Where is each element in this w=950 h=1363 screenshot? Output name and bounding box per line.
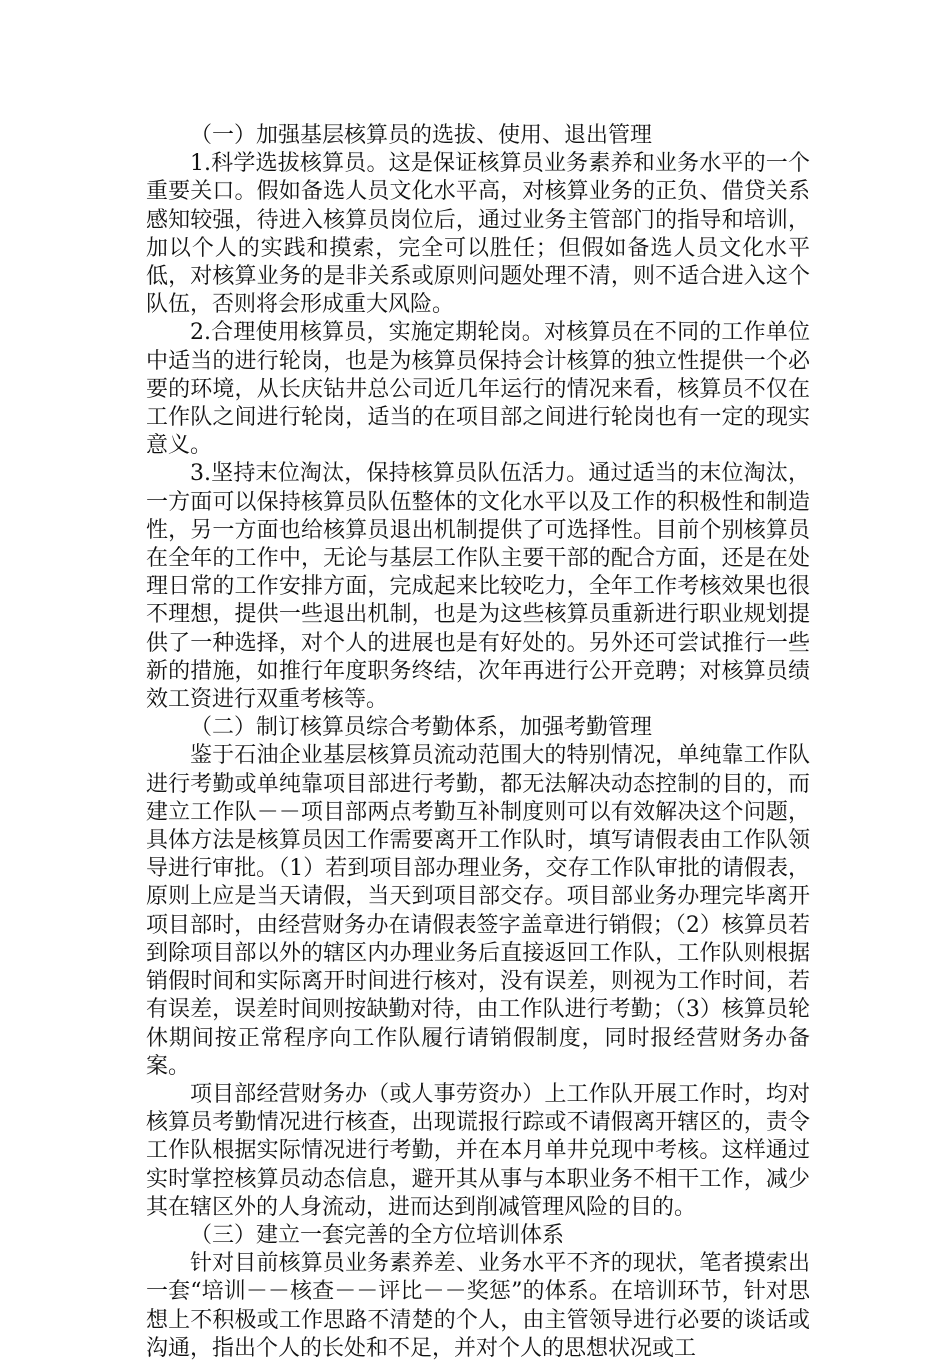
- paragraph-elimination: 3.坚持末位淘汰，保持核算员队伍活力。通过适当的末位淘汰，一方面可以保持核算员队伍整体的文化水平以及工作的积极性和制造性，另一方面也给核算员退出机制提供了可选择性。目前个别核算员在全年的工作中，无论与基层工作队主要干部的配合方面，还是在处理日常的工作安排方面，完成起来比较吃力，全年工作考核效果也很不理想，提供一些退出机制，也是为这些核算员重新进行职业规划提供了一种选择，对个人的进展也是有好处的。另外还可尝试推行一些新的措施，如推行年度职务终结，次年再进行公开竞聘；对核算员绩效工资进行双重考核等。: [146, 461, 810, 713]
- paragraph-attendance-check: 项目部经营财务办（或人事劳资办）上工作队开展工作时，均对核算员考勤情况进行核查，出现谎报行踪或不请假离开辖区的，责令工作队根据实际情况进行考勤，并在本月单井兑现中考核。这样通过实时掌控核算员动态信息，避开其从事与本职业务不相干工作，减少其在辖区外的人身流动，进而达到削减管理风险的目的。: [146, 1081, 810, 1220]
- paragraph-rotation: 2.合理使用核算员，实施定期轮岗。对核算员在不同的工作单位中适当的进行轮岗，也是为核算员保持会计核算的独立性提供一个必要的环境，从长庆钻井总公司近几年运行的情况来看，核算员不仅在工作队之间进行轮岗，适当的在项目部之间进行轮岗也有一定的现实意义。: [146, 320, 810, 459]
- section-heading-1: （一）加强基层核算员的选拔、使用、退出管理: [190, 123, 653, 148]
- paragraph-training-system: 针对目前核算员业务素养差、业务水平不齐的现状，笔者摸索出一套“培训－－核查－－评比－－奖惩”的体系。在培训环节，针对思想上不积极或工作思路不清楚的个人，由主管领导进行必要的谈话或沟通，指出个人的长处和不足，并对个人的思想状况或工: [146, 1251, 810, 1361]
- section-heading-2: （二）制订核算员综合考勤体系，加强考勤管理: [190, 715, 653, 741]
- section-heading-3: （三）建立一套完善的全方位培训体系: [190, 1222, 565, 1248]
- paragraph-attendance-system: 鉴于石油企业基层核算员流动范围大的特别情况，单纯靠工作队进行考勤或单纯靠项目部进行考勤，都无法解决动态控制的目的，而建立工作队－－项目部两点考勤互补制度则可以有效解决这个问题，具体方法是核算员因工作需要离开工作队时，填写请假表由工作队领导进行审批。（1）若到项目部办理业务，交存工作队审批的请假表，原则上应是当天请假，当天到项目部交存。项目部业务办理完毕离开项目部时，由经营财务办在请假表签字盖章进行销假；（2）核算员若到除项目部以外的辖区内办理业务后直接返回工作队，工作队则根据销假时间和实际离开时间进行核对，没有误差，则视为工作时间，若有误差，误差时间则按缺勤对待，由工作队进行考勤；（3）核算员轮休期间按正常程序向工作队履行请销假制度，同时报经营财务办备案。: [146, 743, 810, 1079]
- document-body: [146, 122, 810, 1363]
- paragraph-select-accountants: 1.科学选拔核算员。这是保证核算员业务素养和业务水平的一个重要关口。假如备选人员文化水平高，对核算业务的正负、借贷关系感知较强，待进入核算员岗位后，通过业务主管部门的指导和培训，加以个人的实践和摸索，完全可以胜任；但假如备选人员文化水平低，对核算业务的是非关系或原则问题处理不清，则不适合进入这个队伍，否则将会形成重大风险。: [146, 151, 810, 318]
